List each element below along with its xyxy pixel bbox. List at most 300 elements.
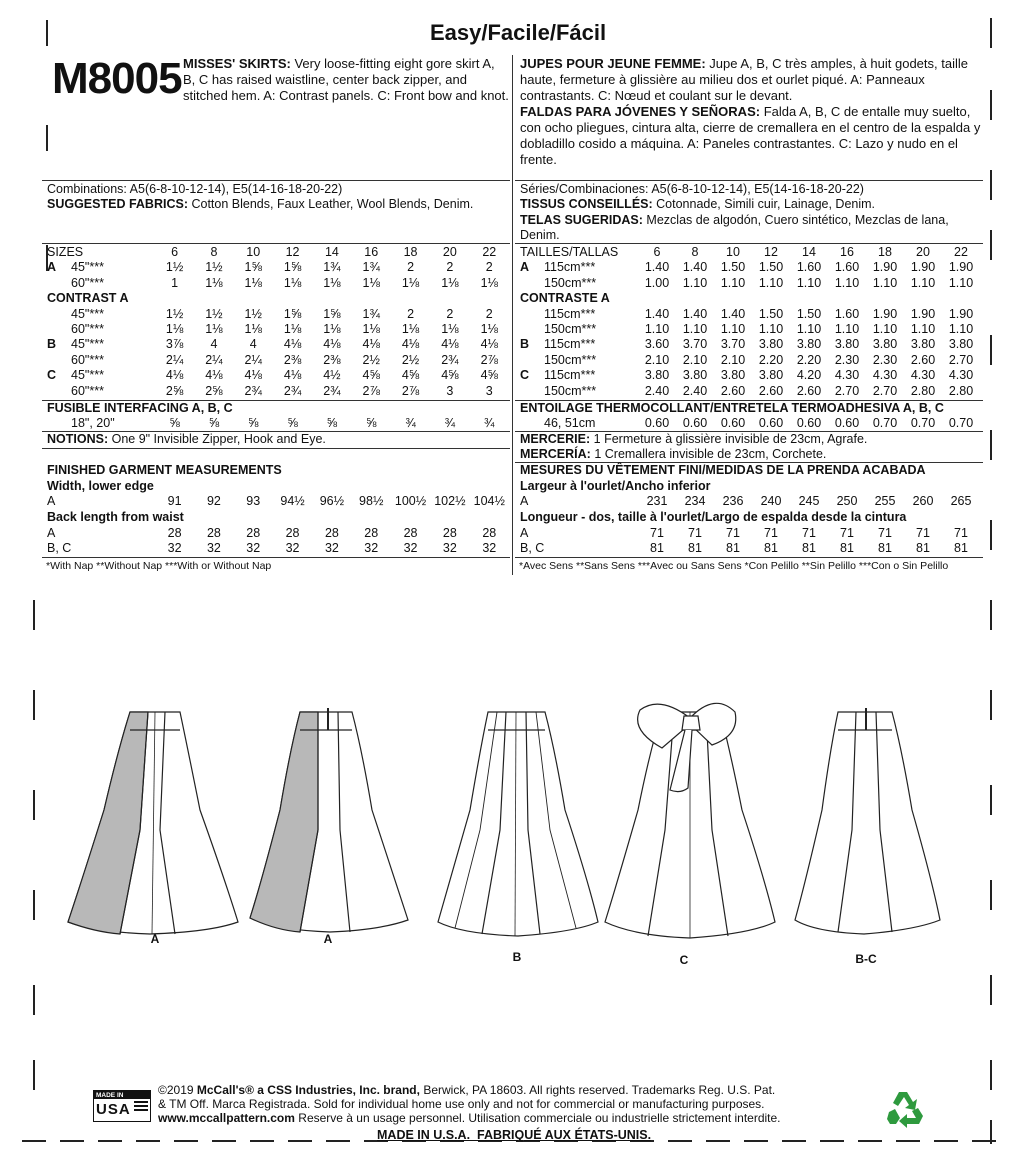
back-length-label: Back length from waist (47, 510, 184, 524)
table-cell: 1⅛ (323, 275, 341, 290)
table-cell: 3.80 (644, 368, 670, 383)
cut-mark (33, 600, 35, 630)
table-cell: 2.20 (796, 352, 822, 367)
size-header-cell: 18 (878, 245, 892, 259)
size-header-cell: 14 (802, 245, 816, 259)
entoilage-label: ENTOILAGE THERMOCOLLANT/ENTRETELA TERMOADHESIVA A, B, C (520, 401, 944, 415)
table-cell: 2 (446, 260, 454, 275)
view-label-b-c: B-C (855, 952, 877, 966)
cut-mark (990, 1060, 992, 1090)
table-cell: 4⅛ (283, 368, 302, 383)
french-description-text: Jupe A, B, C très amples, à huit godets, taille haute, fermeture à glissière au milieu dos et ourlet piqué. A: Panneaux contrastants. C: Nœud et coulant sur le devant. (520, 56, 968, 103)
size-header-cell: 16 (840, 245, 854, 259)
row-label: 60"*** (71, 352, 104, 367)
table-cell: 1.10 (948, 275, 974, 290)
table-cell: 0.60 (720, 416, 746, 430)
table-row (47, 416, 509, 431)
row-label: 60"*** (71, 275, 104, 290)
row-label: 46, 51cm (544, 416, 596, 430)
cut-mark (990, 430, 992, 460)
table-cell: 1⅛ (244, 322, 262, 337)
spanish-description-text: Falda A, B, C de entalle muy suelto, con ocho pliegues, cintura alta, cierre de cremallera en el centro de la espalda y dobladillo cosido a máquina. A: Paneles contrastantes. C: Lazo y nudo en el frente. (520, 104, 981, 167)
table-cell: 2 (407, 260, 415, 275)
table-cell: 1.50 (758, 306, 784, 321)
table-row (520, 260, 980, 275)
cut-dash (60, 1140, 84, 1142)
table-cell: 4⅝ (362, 368, 380, 383)
table-cell: 28 (324, 526, 339, 540)
table-cell: 93 (246, 494, 261, 508)
table-cell: 1.10 (872, 275, 898, 290)
table-cell: 1.90 (872, 306, 898, 321)
table-cell: 4⅛ (244, 368, 262, 383)
cut-dash (174, 1140, 198, 1142)
row-label: 18", 20" (71, 416, 115, 430)
row-label: 115cm*** (544, 306, 596, 321)
table-cell: 2½ (362, 352, 380, 367)
table-cell: ¾ (405, 416, 416, 430)
spanish-description (520, 104, 984, 168)
table-cell: 2.70 (872, 383, 898, 398)
table-cell: 2¼ (205, 352, 223, 367)
table-cell: 2.70 (834, 383, 860, 398)
table-cell: 1.60 (834, 260, 860, 275)
table-cell: 2 (446, 306, 454, 321)
view-label-c: C (679, 953, 689, 967)
table-cell: 4 (210, 337, 218, 352)
row-label: B 115cm*** (520, 337, 596, 352)
table-cell: 96½ (319, 494, 345, 508)
combinations-fr-es: Séries/Combinaciones: A5(6-8-10-12-14), E5(14-16-18-20-22) (520, 182, 864, 196)
table-cell: 1.10 (758, 275, 784, 290)
table-cell: 4.30 (910, 368, 936, 383)
table-cell: 1⅛ (401, 322, 420, 337)
table-cell: 104½ (473, 494, 505, 508)
cut-dash (98, 1140, 122, 1142)
view-label-a: A (150, 932, 160, 946)
table-cell: 32 (285, 541, 300, 556)
notions-text: One 9" Invisible Zipper, Hook and Eye. (111, 432, 326, 446)
row-label: A (520, 526, 529, 540)
row-label: 60"*** (71, 383, 104, 398)
row-label: CONTRAST A (47, 291, 129, 306)
copyright-rest: Berwick, PA 18603. All rights reserved. Trademarks Reg. U.S. Pat. (423, 1083, 776, 1097)
table-row (520, 541, 980, 556)
table-cell: 32 (442, 541, 457, 556)
table-cell: 260 (912, 494, 934, 508)
suggested-fabrics-label: SUGGESTED FABRICS: (47, 197, 188, 211)
table-cell: 4⅝ (441, 368, 459, 383)
table-cell: 1.50 (720, 260, 746, 275)
size-header-cell: 8 (210, 245, 218, 259)
largeur-label: Largeur à l'ourlet/Ancho inferior (520, 479, 711, 493)
row-label: B, C (47, 541, 72, 556)
rule (515, 180, 983, 181)
table-cell: 2⅜ (283, 352, 302, 367)
table-cell: 4⅛ (441, 337, 459, 352)
table-cell: 3.80 (682, 368, 708, 383)
copyright-line3: Reserve à un usage personnel. Utilisation commerciale ou industrielle strictement interdite. (298, 1111, 781, 1125)
copyright-year: ©2019 (158, 1083, 194, 1097)
table-cell: ¾ (444, 416, 456, 430)
size-header-label: SIZES (47, 245, 84, 259)
table-cell: 94½ (280, 494, 305, 508)
table-cell: 71 (650, 526, 664, 540)
table-cell: 1.00 (644, 275, 670, 290)
table-cell: 71 (688, 526, 702, 540)
table-row (520, 526, 980, 541)
table-cell: 0.60 (796, 416, 822, 430)
size-header-cell: 18 (403, 245, 418, 259)
pattern-number: M8005 (52, 54, 182, 103)
english-description-text: Very loose-fitting eight gore skirt A, B, C has raised waistline, center back zipper, and stitched hem. A: Contrast panels. C: Front bow and knot. (183, 56, 509, 103)
footnote-fr-es: *Avec Sens **Sans Sens ***Avec ou Sans Sens *Con Pelillo **Sin Pelillo ***Con o Sin Pelillo (519, 560, 949, 572)
table-cell: 0.60 (644, 416, 670, 430)
size-header-cell: 10 (246, 245, 261, 259)
table-cell: 2 (485, 260, 493, 275)
table-cell: 2⅝ (165, 383, 184, 398)
notions (47, 432, 326, 447)
website-url[interactable]: www.mccallpattern.com (158, 1111, 295, 1125)
table-row (47, 291, 509, 306)
table-cell: 234 (684, 494, 706, 508)
table-cell: 4½ (323, 368, 341, 383)
cut-dash (668, 1140, 692, 1142)
table-cell: 3.80 (758, 337, 784, 352)
difficulty-title: Easy/Facile/Fácil (430, 20, 607, 45)
table-cell: 231 (646, 494, 668, 508)
table-cell: 3.60 (644, 337, 670, 352)
table-cell: 236 (722, 494, 744, 508)
table-cell: 2¾ (323, 383, 341, 398)
cut-mark (46, 245, 48, 271)
table-cell: 4⅛ (205, 368, 223, 383)
table-cell: 3⅞ (165, 337, 184, 352)
table-cell: ⅝ (208, 416, 220, 430)
table-cell: 1¾ (362, 306, 380, 321)
table-cell: 1⅛ (441, 322, 459, 337)
table-cell: 0.70 (910, 416, 936, 430)
table-cell: 1½ (165, 260, 184, 275)
table-cell: ⅝ (248, 416, 259, 430)
table-cell: 1½ (165, 306, 184, 321)
entoilage-table (520, 416, 980, 431)
size-header-cell: 10 (726, 245, 740, 259)
cut-mark (990, 600, 992, 630)
table-cell: ⅝ (169, 416, 180, 430)
table-cell: 3.80 (758, 368, 784, 383)
table-cell: 2.10 (682, 352, 708, 367)
cut-dash (896, 1140, 920, 1142)
table-cell: 1.10 (910, 275, 936, 290)
table-cell: 4.30 (872, 368, 898, 383)
table-cell: 81 (954, 541, 968, 556)
table-cell: 28 (403, 526, 418, 540)
center-divider (512, 55, 513, 575)
table-cell: 1.10 (796, 275, 822, 290)
table-cell: 4⅛ (480, 337, 498, 352)
table-cell: 1.40 (644, 306, 670, 321)
table-cell: 91 (167, 494, 182, 508)
table-cell: 1⅛ (480, 275, 498, 290)
tissus-label: TISSUS CONSEILLÉS: (520, 197, 653, 211)
table-row (520, 291, 980, 306)
table-cell: 1.10 (910, 322, 936, 337)
row-label: A (47, 526, 56, 540)
table-cell: 1.40 (682, 306, 708, 321)
table-cell: 1½ (205, 306, 223, 321)
table-cell: 1.90 (910, 260, 936, 275)
table-cell: 2⅞ (362, 383, 380, 398)
table-cell: 0.70 (872, 416, 898, 430)
cut-mark (33, 1060, 35, 1090)
table-cell: 81 (650, 541, 664, 556)
rule (515, 243, 983, 244)
table-row (520, 384, 980, 399)
table-cell: 4⅝ (401, 368, 420, 383)
tissus-text: Cotonnade, Simili cuir, Lainage, Denim. (656, 197, 876, 211)
cut-dash (782, 1140, 806, 1142)
longueur-table (520, 526, 980, 557)
table-row (47, 384, 509, 399)
row-label: C 45"*** (47, 368, 104, 383)
row-label: CONTRASTE A (520, 291, 610, 306)
table-row (47, 276, 509, 291)
table-cell: 1⅛ (323, 322, 341, 337)
table-cell: 2⅜ (323, 352, 341, 367)
table-cell: 2.40 (644, 383, 670, 398)
table-row (520, 322, 980, 337)
table-row (47, 337, 509, 352)
table-cell: 1¾ (323, 260, 341, 275)
table-cell: 28 (442, 526, 457, 540)
table-cell: 4⅝ (480, 368, 498, 383)
width-lower-edge-label: Width, lower edge (47, 479, 154, 493)
table-cell: 3.80 (720, 368, 746, 383)
table-cell: 71 (878, 526, 892, 540)
table-row (520, 416, 980, 431)
telas-label: TELAS SUGERIDAS: (520, 213, 643, 227)
table-row (47, 353, 509, 368)
table-cell: 92 (206, 494, 221, 508)
table-cell: 1⅛ (165, 322, 184, 337)
mercerie-text: 1 Fermeture à glissière invisible de 23cm, Agrafe. (593, 432, 868, 446)
table-cell: 4 (249, 337, 257, 352)
cut-dash (934, 1140, 958, 1142)
size-header-cell: 6 (653, 245, 661, 259)
table-cell: 2.30 (834, 352, 860, 367)
cut-mark (990, 335, 992, 365)
merceria-label: MERCERÍA: (520, 447, 591, 461)
cut-mark (46, 125, 48, 151)
table-cell: 1⅝ (283, 260, 302, 275)
table-cell: 2 (407, 306, 415, 321)
table-cell: 1.50 (796, 306, 822, 321)
table-cell: 1.10 (948, 322, 974, 337)
table-cell: ⅝ (366, 416, 377, 430)
size-header-cell: 12 (285, 245, 300, 259)
mercerie (520, 432, 867, 447)
table-cell: 32 (167, 541, 182, 556)
table-cell: 2¾ (441, 352, 459, 367)
table-cell: 4⅛ (401, 337, 420, 352)
cut-dash (250, 1140, 274, 1142)
yardage-table (47, 245, 509, 399)
table-cell: 4⅛ (323, 337, 341, 352)
table-cell: 1½ (205, 260, 223, 275)
cut-mark (990, 170, 992, 200)
table-cell: 81 (688, 541, 702, 556)
table-cell: 1⅛ (401, 275, 420, 290)
table-cell: 2.40 (682, 383, 708, 398)
table-cell: 2.60 (758, 383, 784, 398)
table-cell: 1⅝ (323, 306, 341, 321)
table-cell: 255 (874, 494, 896, 508)
table-cell: 28 (364, 526, 379, 540)
table-cell: 1⅛ (283, 275, 302, 290)
table-cell: 28 (167, 526, 182, 540)
table-cell: 81 (916, 541, 930, 556)
table-cell: 1⅛ (283, 322, 302, 337)
table-cell: 1.10 (834, 275, 860, 290)
table-cell: 1.10 (758, 322, 784, 337)
cut-dash (212, 1140, 236, 1142)
cut-dash (972, 1140, 996, 1142)
table-cell: 4.30 (834, 368, 860, 383)
table-cell: 3.70 (682, 337, 708, 352)
table-cell: 1.60 (834, 306, 860, 321)
table-row (520, 307, 980, 322)
table-cell: 2⅝ (205, 383, 223, 398)
table-cell: 2 (485, 306, 493, 321)
table-cell: 2.10 (644, 352, 670, 367)
table-cell: 32 (403, 541, 418, 556)
french-description-title: JUPES POUR JEUNE FEMME: (520, 56, 706, 71)
table-cell: 4⅛ (165, 368, 184, 383)
table-cell: 71 (764, 526, 778, 540)
skirt-view-c (605, 703, 775, 938)
table-cell: 1.10 (720, 275, 746, 290)
cut-dash (22, 1140, 46, 1142)
rule (515, 557, 983, 558)
table-cell: 81 (878, 541, 892, 556)
notions-label: NOTIONS: (47, 432, 109, 446)
table-cell: 3.80 (948, 337, 974, 352)
table-cell: 2⅞ (480, 352, 498, 367)
size-header-cell: 8 (691, 245, 699, 259)
merceria (520, 447, 826, 462)
table-cell: 1⅝ (283, 306, 302, 321)
table-cell: 2¾ (244, 383, 262, 398)
table-cell: 4.20 (796, 368, 822, 383)
table-cell: 81 (840, 541, 854, 556)
skirt-view-b-c-back (795, 708, 940, 934)
table-cell: 2¼ (244, 352, 262, 367)
row-label: B 45"*** (47, 337, 104, 352)
combinations: Combinations: A5(6-8-10-12-14), E5(14-16-18-20-22) (47, 182, 343, 196)
table-cell: 2.60 (720, 383, 746, 398)
table-cell: ⅝ (326, 416, 338, 430)
table-cell: 2.80 (948, 383, 974, 398)
table-cell: 1.10 (872, 322, 898, 337)
cut-mark (990, 520, 992, 550)
table-cell: 98½ (359, 494, 384, 508)
spanish-description-title: FALDAS PARA JÓVENES Y SEÑORAS: (520, 104, 761, 119)
skirt-view-a-back (250, 708, 408, 932)
table-cell: 81 (802, 541, 816, 556)
table-cell: 2¾ (283, 383, 302, 398)
suggested-fabrics-text: Cotton Blends, Faux Leather, Wool Blends, Denim. (191, 197, 474, 211)
row-label: 150cm*** (544, 352, 597, 367)
table-cell: ¾ (484, 416, 495, 430)
table-cell: 1⅛ (362, 322, 380, 337)
row-label: C 115cm*** (520, 368, 596, 383)
table-cell: 0.70 (948, 416, 974, 430)
mercerie-label: MERCERIE: (520, 432, 591, 446)
row-label: A (520, 494, 529, 508)
table-cell: 1⅛ (244, 275, 262, 290)
size-header-cell: 22 (482, 245, 497, 259)
table-cell: 2¼ (165, 352, 184, 367)
table-cell: 1⅝ (244, 260, 262, 275)
table-row (520, 337, 980, 352)
cut-dash (326, 1140, 350, 1142)
size-header-cell: 20 (442, 245, 457, 259)
table-cell: 2.80 (910, 383, 936, 398)
table-cell: 4.30 (948, 368, 974, 383)
row-label: A (47, 494, 56, 508)
table-cell: 2.10 (720, 352, 746, 367)
table-cell: 1 (171, 275, 179, 290)
finished-measurements-label: FINISHED GARMENT MEASUREMENTS (47, 463, 282, 477)
table-cell: 1.40 (720, 306, 746, 321)
rule (42, 243, 510, 244)
table-cell: 240 (760, 494, 782, 508)
table-cell: 32 (206, 541, 221, 556)
table-cell: 1.90 (948, 306, 974, 321)
table-row (47, 368, 509, 383)
table-row (520, 494, 980, 509)
telas-text: Mezclas de algodón, Cuero sintético, Mezclas de lana, Denim. (520, 213, 949, 243)
table-cell: 102½ (434, 494, 466, 508)
table-cell: 71 (840, 526, 854, 540)
english-description (183, 56, 509, 104)
size-header-cell: 20 (916, 245, 930, 259)
table-row (47, 526, 509, 541)
size-header-cell: 16 (364, 245, 379, 259)
merceria-text: 1 Cremallera invisible de 23cm, Corchete. (594, 447, 827, 461)
table-cell: 1.10 (682, 322, 708, 337)
row-label: 60"*** (71, 322, 104, 337)
table-cell: 0.60 (682, 416, 708, 430)
width-table (47, 494, 509, 509)
row-label: 150cm*** (544, 275, 597, 290)
table-row (520, 368, 980, 383)
table-cell: 250 (836, 494, 858, 508)
table-cell: 4⅛ (283, 337, 302, 352)
size-header-row (47, 245, 509, 260)
largeur-table (520, 494, 980, 509)
bow-knot (682, 716, 700, 730)
table-cell: 1.90 (872, 260, 898, 275)
table-row (47, 322, 509, 337)
table-cell: 28 (246, 526, 261, 540)
table-cell: 2½ (401, 352, 420, 367)
made-in-usa-text: MADE IN U.S.A. FABRIQUÉ AUX ÉTATS-UNIS. (377, 1128, 652, 1142)
row-label: 150cm*** (544, 322, 597, 337)
table-cell: 28 (285, 526, 300, 540)
table-cell: 1.10 (796, 322, 822, 337)
